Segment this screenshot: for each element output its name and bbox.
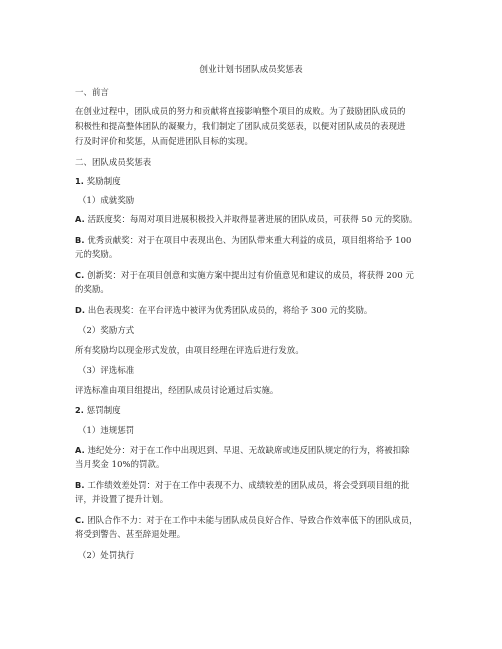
item-marker: 1. [75,176,85,186]
subheading-penalties [75,404,121,416]
list-item [75,479,409,491]
subheading-violations: （1）违规惩罚 [78,425,135,435]
list-item-continuation: 将受到警告、甚至辞退处理。 [75,529,186,539]
subheading-penalty-execution: （2）处罚执行 [78,550,135,560]
item-marker: A. [75,214,85,224]
item-marker: B. [75,235,85,245]
item-marker: C. [75,515,85,525]
item-text: 出色表现奖：在平台评选中被评为优秀团队成员的，将给予 300 元的奖励。 [85,305,373,315]
subheading-rewards [75,175,121,187]
subheading-achievement: （1）成就奖励 [78,195,135,205]
section-heading-table: 二、团队成员奖惩表 [75,157,152,167]
paragraph-line: 评选标准由项目组提出，经团队成员讨论通过后实施。 [75,385,279,395]
item-marker: D. [75,305,86,315]
item-text: 工作绩效差处罚：对于在工作中表现不力、成绩较差的团队成员，将会受到项目组的批 [84,480,410,490]
list-item-continuation: 当月奖金 10%的罚款。 [75,459,165,469]
item-text: 创新奖：对于在项目创意和实施方案中提出过有价值意见和建议的成员，将获得 200 元 [84,270,414,280]
item-text: 团队合作不力：对于在工作中未能与团队成员良好合作、导致合作效率低下的团队成员， [84,515,418,525]
subheading-reward-method: （2）奖励方式 [78,325,135,335]
list-item [75,213,418,225]
item-marker: A. [75,445,85,455]
item-text: 惩罚制度 [84,405,121,415]
subheading-criteria: （3）评选标准 [78,365,135,375]
section-heading-preface: 一、前言 [75,87,109,97]
list-item [75,514,418,526]
item-text: 奖励制度 [84,176,121,186]
list-item [75,304,372,316]
list-item [75,234,411,246]
list-item [75,269,414,281]
list-item-continuation: 的奖励。 [75,284,109,294]
paragraph-line: 所有奖励均以现金形式发放，由项目经理在评选后进行发放。 [75,345,304,355]
list-item [75,444,410,456]
item-marker: 2. [75,405,85,415]
document-title: 创业计划书团队成员奖惩表 [199,65,303,75]
list-item-continuation: 评，并设置了提升计划。 [75,494,169,504]
paragraph-line: 在创业过程中，团队成员的努力和贡献将直接影响整个项目的成败。为了鼓励团队成员的 [75,106,406,116]
paragraph-line: 行及时评价和奖惩，从而促进团队目标的实现。 [75,136,253,146]
item-text: 优秀贡献奖：对于在项目中表现出色、为团队带来重大利益的成员，项目组将给予 100 [84,235,412,245]
item-text: 违纪处分：对于在工作中出现迟到、早退、无故缺席或违反团队规定的行为，将被扣除 [84,445,410,455]
item-text: 活跃度奖：每周对项目进展积极投入并取得显著进展的团队成员，可获得 50 元的奖励。 [84,214,418,224]
item-marker: C. [75,270,85,280]
list-item-continuation: 元的奖励。 [75,249,118,259]
paragraph-line: 积极性和提高整体团队的凝聚力，我们制定了团队成员奖惩表，以便对团队成员的表现进 [75,121,406,131]
item-marker: B. [75,480,85,490]
